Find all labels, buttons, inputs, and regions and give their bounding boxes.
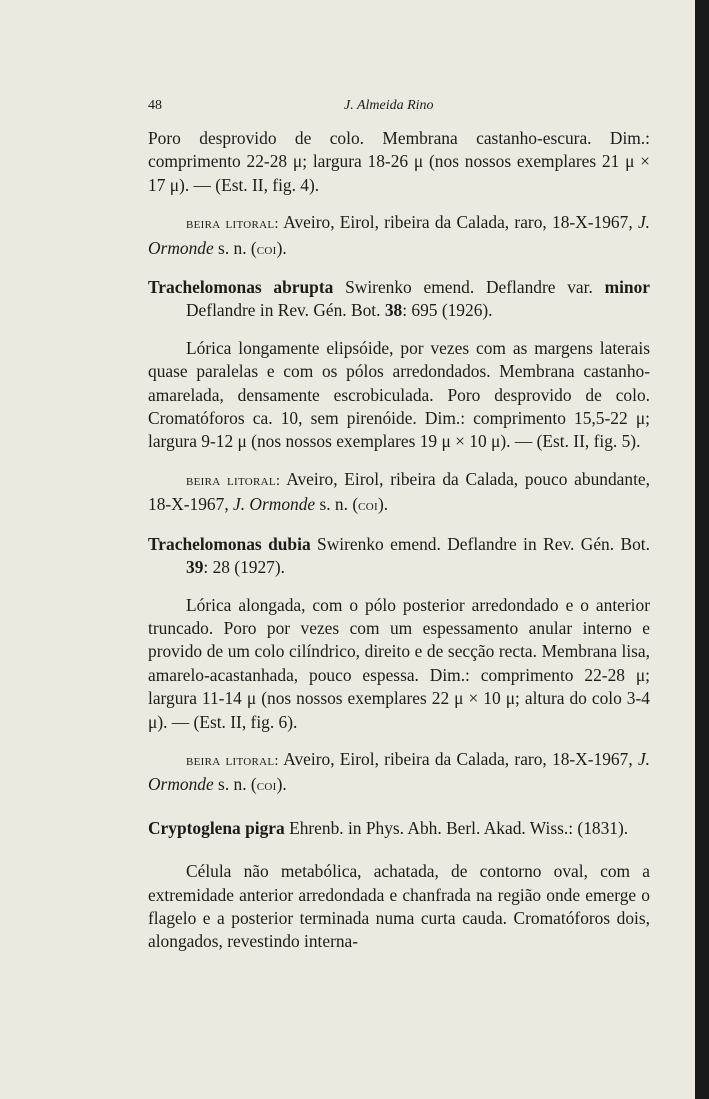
- paragraph: Lórica longamente elipsóide, por vezes com as margens laterais quase paralelas e com os pólos arredondados. Membrana castanho-amarelada, densamente escrobiculada. Poro desprovido de colo. Cromatóforos ca. 10, sem pirenóide. Dim.: comprimento 15,5-22 μ; largura 9-12 μ (nos nossos exemplares 19 μ × 10 μ). — (Est. II, fig. 5).: [148, 337, 650, 452]
- herbarium-code: coi: [256, 778, 277, 795]
- taxon-name: Trachelomonas abrupta: [148, 277, 334, 298]
- collector: J. Ormonde: [148, 748, 651, 795]
- volume-number: 39: [186, 557, 204, 578]
- region-label: beira litoral:: [186, 216, 279, 233]
- variety-name: minor: [604, 277, 650, 298]
- paragraph: Célula não metabólica, achatada, de contorno oval, com a extremidade anterior arredondada e chanfrada na região onde emerge o flagelo e a posterior terminada numa curta cauda. Cromatóforos dois, alongados, revestindo interna-: [148, 861, 650, 952]
- body-text: [148, 127, 650, 954]
- page-number: 48: [148, 98, 162, 113]
- locality-record: beira litoral: Aveiro, Eirol, ribeira da Calada, pouco abundante, 18-X-1967, J. Ormonde s. n. (coi).: [148, 468, 650, 515]
- paragraph: Poro desprovido de colo. Membrana castanho-escura. Dim.: comprimento 22-28 μ; largura 18-26 μ (nos nossos exemplares 21 μ × 17 μ). — (Est. II, fig. 4).: [148, 128, 650, 195]
- collector: J. Ormonde: [233, 494, 316, 515]
- collector: J. Ormonde: [148, 212, 651, 258]
- taxon-heading: Cryptoglena pigra Ehrenb. in Phys. Abh. Berl. Akad. Wiss.: (1831).: [148, 817, 629, 838]
- scan-edge: [695, 0, 709, 1099]
- paragraph: Lórica alongada, com o pólo posterior arredondado e o anterior truncado. Poro por vezes com um espessamento anular interno e provido de um colo cilíndrico, direito e de secção recta. Membrana lisa, amarelo-acastanhada, pouco espessa. Dim.: comprimento 22-28 μ; largura 11-14 μ (nos nossos exemplares 22 μ × 10 μ; altura do colo 3-4 μ). — (Est. II, fig. 6).: [148, 594, 650, 732]
- page-header: [148, 98, 648, 118]
- herbarium-code: coi: [358, 498, 378, 515]
- taxon-heading: Trachelomonas dubia Swirenko emend. Deflandre in Rev. Gén. Bot. 39: 28 (1927).: [148, 533, 650, 578]
- region-label: beira litoral:: [186, 752, 279, 769]
- taxon-name: Cryptoglena pigra: [148, 817, 285, 838]
- herbarium-code: coi: [256, 241, 277, 258]
- locality-record: beira litoral: Aveiro, Eirol, ribeira da Calada, raro, 18-X-1967, J. Ormonde s. n. (coi).: [148, 212, 651, 258]
- volume-number: 38: [384, 300, 403, 321]
- region-label: beira litoral:: [186, 472, 281, 489]
- running-head: J. Almeida Rino: [344, 98, 434, 113]
- taxon-name: Trachelomonas dubia: [148, 533, 311, 554]
- locality-record: beira litoral: Aveiro, Eirol, ribeira da Calada, raro, 18-X-1967, J. Ormonde s. n. (coi).: [148, 748, 651, 795]
- taxon-heading: Trachelomonas abrupta Swirenko emend. Deflandre var. minor Deflandre in Rev. Gén. Bot. 38: 695 (1926).: [148, 277, 650, 321]
